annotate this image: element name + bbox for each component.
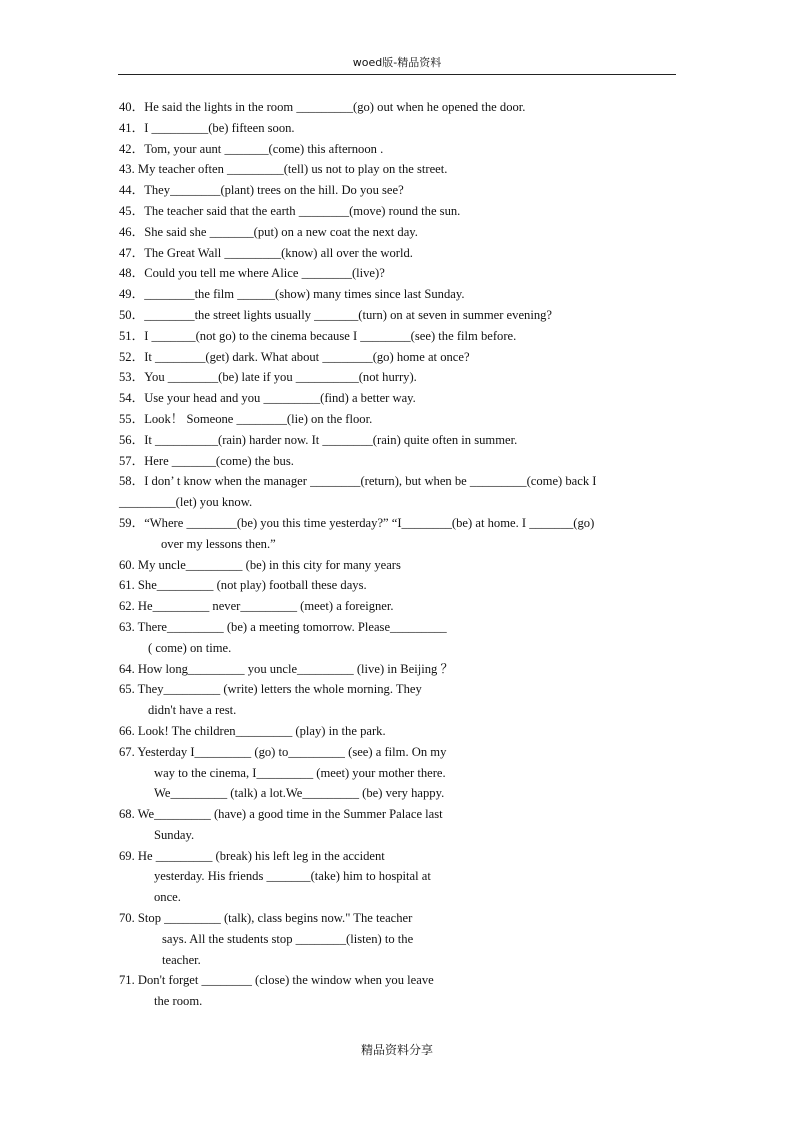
exercise-line-48: 48．Could you tell me where Alice ________(live)? — [119, 266, 385, 281]
exercise-line-61: 61. She_________ (not play) football these days. — [119, 578, 367, 593]
exercise-line-69-cont: once. — [154, 890, 181, 905]
exercise-line-65: 65. They_________ (write) letters the whole morning. They — [119, 682, 422, 697]
exercise-line-71: 71. Don't forget ________ (close) the window when you leave — [119, 973, 434, 988]
exercise-line-60: 60. My uncle_________ (be) in this city for many years — [119, 557, 401, 572]
exercise-line-55: 55．Look！ Someone ________(lie) on the floor. — [119, 411, 373, 426]
exercise-line-41: 41．I _________(be) fifteen soon. — [119, 120, 295, 135]
exercise-line-52: 52．It ________(get) dark. What about ________(go) home at once? — [119, 349, 470, 364]
exercise-line-62: 62. He_________ never_________ (meet) a foreigner. — [119, 599, 394, 614]
exercise-line-45: 45．The teacher said that the earth ________(move) round the sun. — [119, 203, 461, 218]
page-footer: 精品资料分享 — [360, 1043, 433, 1057]
exercise-line-40: 40．He said the lights in the room _________(go) out when he opened the door. — [119, 100, 526, 114]
exercise-line-44: 44．They________(plant) trees on the hill. Do you see? — [119, 183, 404, 198]
exercise-line-67-cont: We_________ (talk) a lot.We_________ (be) very happy. — [154, 786, 445, 801]
exercise-line-71-cont: the room. — [154, 994, 203, 1009]
exercise-line-53: 53．You ________(be) late if you __________(not hurry). — [119, 370, 417, 385]
exercise-line-63: 63. There_________ (be) a meeting tomorrow. Please_________ — [119, 619, 447, 634]
exercise-line-56: 56．It __________(rain) harder now. It ________(rain) quite often in summer. — [119, 432, 518, 447]
exercise-line-42: 42．Tom, your aunt _______(come) this afternoon . — [119, 141, 384, 156]
exercise-line-59-cont: over my lessons then.” — [161, 536, 276, 551]
exercise-line-46: 46．She said she _______(put) on a new coat the next day. — [119, 224, 418, 239]
header-divider — [118, 74, 676, 75]
exercise-line-50: 50．________the street lights usually _______(turn) on at seven in summer evening? — [119, 307, 553, 322]
exercise-line-69: 69. He _________ (break) his left leg in the accident — [119, 848, 385, 863]
exercise-line-67: 67. Yesterday I_________ (go) to_________ (see) a film. On my — [119, 744, 447, 759]
exercise-line-70-cont: teacher. — [162, 952, 201, 967]
exercise-line-59: 59．“Where ________(be) you this time yesterday?” “I________(be) at home. I _______(go) — [119, 515, 595, 530]
exercise-line-64: 64. How long_________ you uncle_________ (live) in Beijing ？ — [119, 661, 454, 676]
exercise-line-51: 51．I _______(not go) to the cinema because I ________(see) the film before. — [119, 328, 517, 343]
exercise-line-70: 70. Stop _________ (talk), class begins now." The teacher — [119, 911, 413, 926]
exercise-line-58: 58．I don’ t know when the manager ________(return), but when be _________(come) back I — [119, 474, 597, 489]
exercise-line-47: 47．The Great Wall _________(know) all over the world. — [119, 245, 413, 260]
exercise-line-65-cont: didn't have a rest. — [148, 703, 237, 718]
exercise-line-58-cont: _________(let) you know. — [119, 495, 253, 510]
exercise-line-43: 43. My teacher often _________(tell) us not to play on the street. — [119, 162, 448, 177]
exercise-line-57: 57．Here _______(come) the bus. — [119, 453, 294, 468]
exercise-line-49: 49．________the film ______(show) many times since last Sunday. — [119, 287, 465, 302]
exercise-line-69-cont: yesterday. His friends _______(take) him to hospital at — [154, 869, 431, 884]
exercise-line-54: 54．Use your head and you _________(find) a better way. — [119, 391, 416, 406]
exercise-line-66: 66. Look! The children_________ (play) in the park. — [119, 723, 386, 738]
exercise-list — [119, 97, 694, 1012]
exercise-line-68-cont: Sunday. — [154, 827, 195, 842]
page-header: woed版-精品资料 — [352, 56, 442, 69]
exercise-line-63-cont: ( come) on time. — [148, 640, 232, 655]
exercise-line-67-cont: way to the cinema, I_________ (meet) your mother there. — [154, 765, 446, 780]
exercise-line-70-cont: says. All the students stop ________(listen) to the — [162, 931, 414, 946]
exercise-line-68: 68. We_________ (have) a good time in the Summer Palace last — [119, 807, 443, 822]
